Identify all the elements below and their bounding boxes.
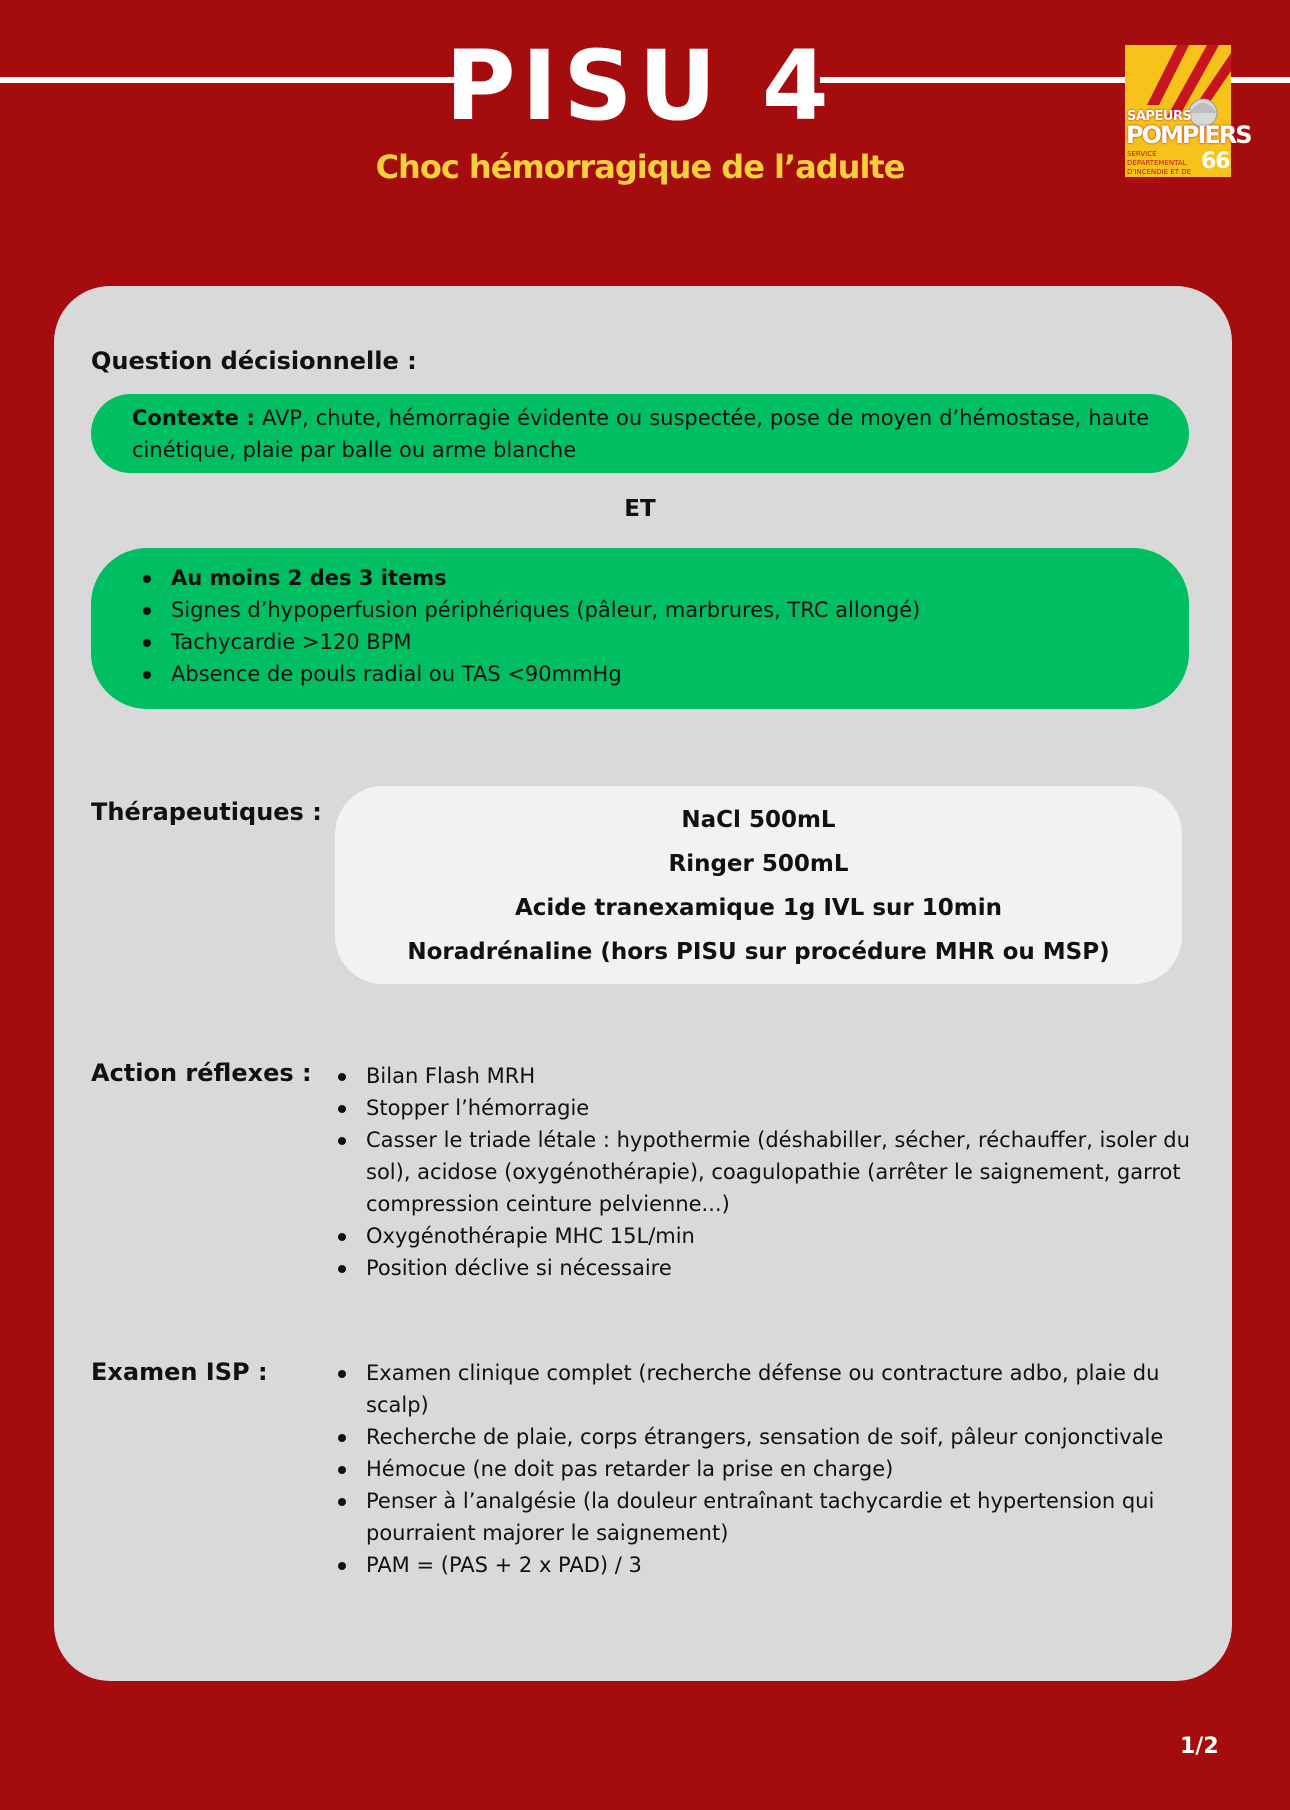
list-item: Examen clinique complet (recherche défense ou contracture adbo, plaie du scalp) bbox=[366, 1357, 1196, 1421]
criteria-list bbox=[171, 562, 920, 690]
page-subtitle: Choc hémorragique de l’adulte bbox=[375, 148, 905, 186]
list-item: Au moins 2 des 3 items bbox=[171, 562, 920, 594]
page-number: 1/2 bbox=[1180, 1734, 1219, 1759]
therapeutics-box bbox=[335, 786, 1182, 984]
list-item: Hémocue (ne doit pas retarder la prise en charge) bbox=[366, 1453, 1196, 1485]
logo-text-line2: POMPIERS bbox=[1126, 121, 1251, 149]
context-box bbox=[91, 394, 1189, 473]
logo-text-line3: SERVICE DÉPARTEMENTAL D'INCENDIE ET DE SECOURS bbox=[1127, 150, 1192, 185]
list-item: Position déclive si nécessaire bbox=[366, 1252, 1196, 1284]
list-item: Ringer 500mL bbox=[668, 851, 849, 877]
logo-text-line1: SAPEURS bbox=[1127, 109, 1192, 124]
list-item: Oxygénothérapie MHC 15L/min bbox=[366, 1220, 1196, 1252]
list-item: Stopper l’hémorragie bbox=[366, 1092, 1196, 1124]
list-item: Tachycardie >120 BPM bbox=[171, 626, 920, 658]
therapeutics-label: Thérapeutiques : bbox=[91, 798, 322, 826]
therapeutics-list bbox=[335, 798, 1182, 974]
list-item: Acide tranexamique 1g IVL sur 10min bbox=[514, 895, 1002, 921]
reflexes-list bbox=[366, 1060, 1196, 1284]
logo-number: 66 bbox=[1201, 149, 1230, 174]
list-item: Penser à l’analgésie (la douleur entraînant tachycardie et hypertension qui pourraient majorer le saignement) bbox=[366, 1485, 1196, 1549]
list-item: NaCl 500mL bbox=[681, 807, 836, 833]
connector-et: ET bbox=[624, 496, 656, 522]
list-item: Bilan Flash MRH bbox=[366, 1060, 1196, 1092]
decision-label: Question décisionnelle : bbox=[91, 347, 417, 375]
criteria-box bbox=[91, 548, 1189, 709]
context-label: Contexte : bbox=[132, 406, 255, 430]
exam-list bbox=[366, 1357, 1196, 1581]
list-item: Noradrénaline (hors PISU sur procédure MHR ou MSP) bbox=[407, 939, 1110, 965]
page-title: PISU 4 bbox=[445, 30, 835, 142]
context-text bbox=[132, 402, 1149, 466]
list-item: Signes d’hypoperfusion périphériques (pâleur, marbrures, TRC allongé) bbox=[171, 594, 920, 626]
list-item: PAM = (PAS + 2 x PAD) / 3 bbox=[366, 1549, 1196, 1581]
sapeurs-pompiers-logo bbox=[1125, 45, 1251, 185]
reflexes-label: Action réflexes : bbox=[91, 1059, 312, 1087]
list-item: Casser le triade létale : hypothermie (déshabiller, sécher, réchauffer, isoler du sol), acidose (oxygénothérapie), coagulopathie (arrêter le saignement, garrot compression ceinture pelvienne...) bbox=[366, 1124, 1196, 1220]
context-body: AVP, chute, hémorragie évidente ou suspectée, pose de moyen d’hémostase, haute cinétique, plaie par balle ou arme blanche bbox=[132, 406, 1149, 462]
exam-label: Examen ISP : bbox=[91, 1358, 268, 1386]
list-item: Recherche de plaie, corps étrangers, sensation de soif, pâleur conjonctivale bbox=[366, 1421, 1196, 1453]
list-item: Absence de pouls radial ou TAS <90mmHg bbox=[171, 658, 920, 690]
